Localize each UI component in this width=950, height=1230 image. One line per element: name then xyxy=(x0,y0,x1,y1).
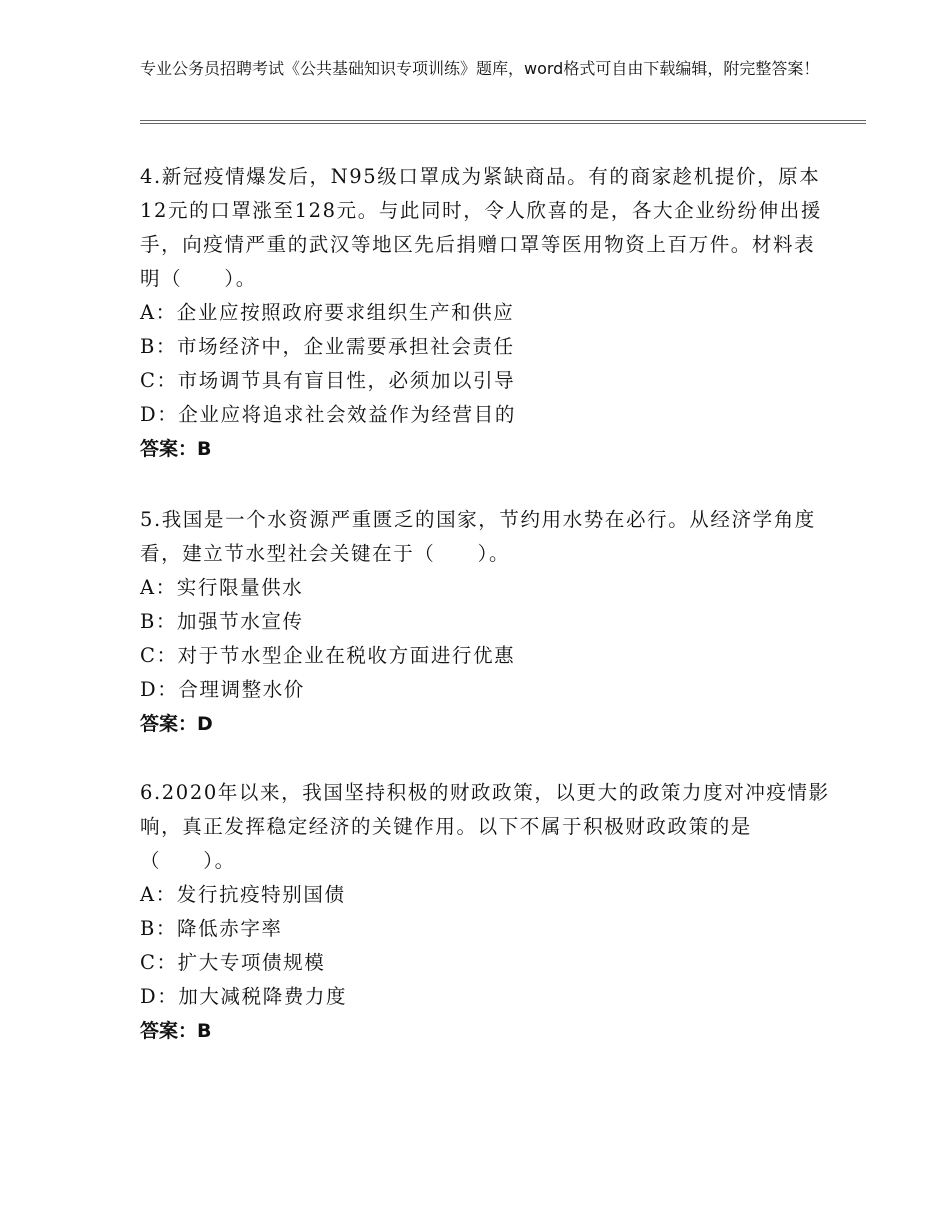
option-d: D：加大减税降费力度 xyxy=(140,985,348,1008)
question-6 xyxy=(140,776,830,1048)
option-c: C：扩大专项债规模 xyxy=(140,951,326,974)
document-header: 专业公务员招聘考试《公共基础知识专项训练》题库，word格式可自由下载编辑，附完整答案！ xyxy=(140,59,820,78)
option-c: C：市场调节具有盲目性，必须加以引导 xyxy=(140,369,516,392)
answer: 答案：B xyxy=(140,438,212,460)
answer: 答案：D xyxy=(140,713,213,735)
option-a: A：发行抗疫特别国债 xyxy=(140,883,346,906)
option-b: B：降低赤字率 xyxy=(140,917,283,940)
option-b: B：市场经济中，企业需要承担社会责任 xyxy=(140,335,515,358)
option-a: A：实行限量供水 xyxy=(140,576,304,599)
question-4 xyxy=(140,160,830,466)
question-stem: 6.2020年以来，我国坚持积极的财政政策，以更大的政策力度对冲疫情影响，真正发挥稳定经济的关键作用。以下不属于积极财政政策的是（ ）。 xyxy=(140,781,830,872)
question-stem: 5.我国是一个水资源严重匮乏的国家，节约用水势在必行。从经济学角度看，建立节水型社会关键在于（ ）。 xyxy=(140,508,816,565)
question-stem: 4.新冠疫情爆发后，N95级口罩成为紧缺商品。有的商家趁机提价，原本12元的口罩涨至128元。与此同时，令人欣喜的是，各大企业纷纷伸出援手，向疫情严重的武汉等地区先后捐赠口罩等医用物资上百万件。材料表明（ ）。 xyxy=(140,165,822,290)
header-divider-top xyxy=(140,120,866,121)
option-d: D：企业应将追求社会效益作为经营目的 xyxy=(140,403,516,426)
question-5 xyxy=(140,503,830,741)
option-b: B：加强节水宣传 xyxy=(140,610,304,633)
answer: 答案：B xyxy=(140,1020,212,1042)
header-divider-bottom xyxy=(140,123,866,124)
option-c: C：对于节水型企业在税收方面进行优惠 xyxy=(140,644,516,667)
option-a: A：企业应按照政府要求组织生产和供应 xyxy=(140,301,515,324)
option-d: D：合理调整水价 xyxy=(140,678,305,701)
